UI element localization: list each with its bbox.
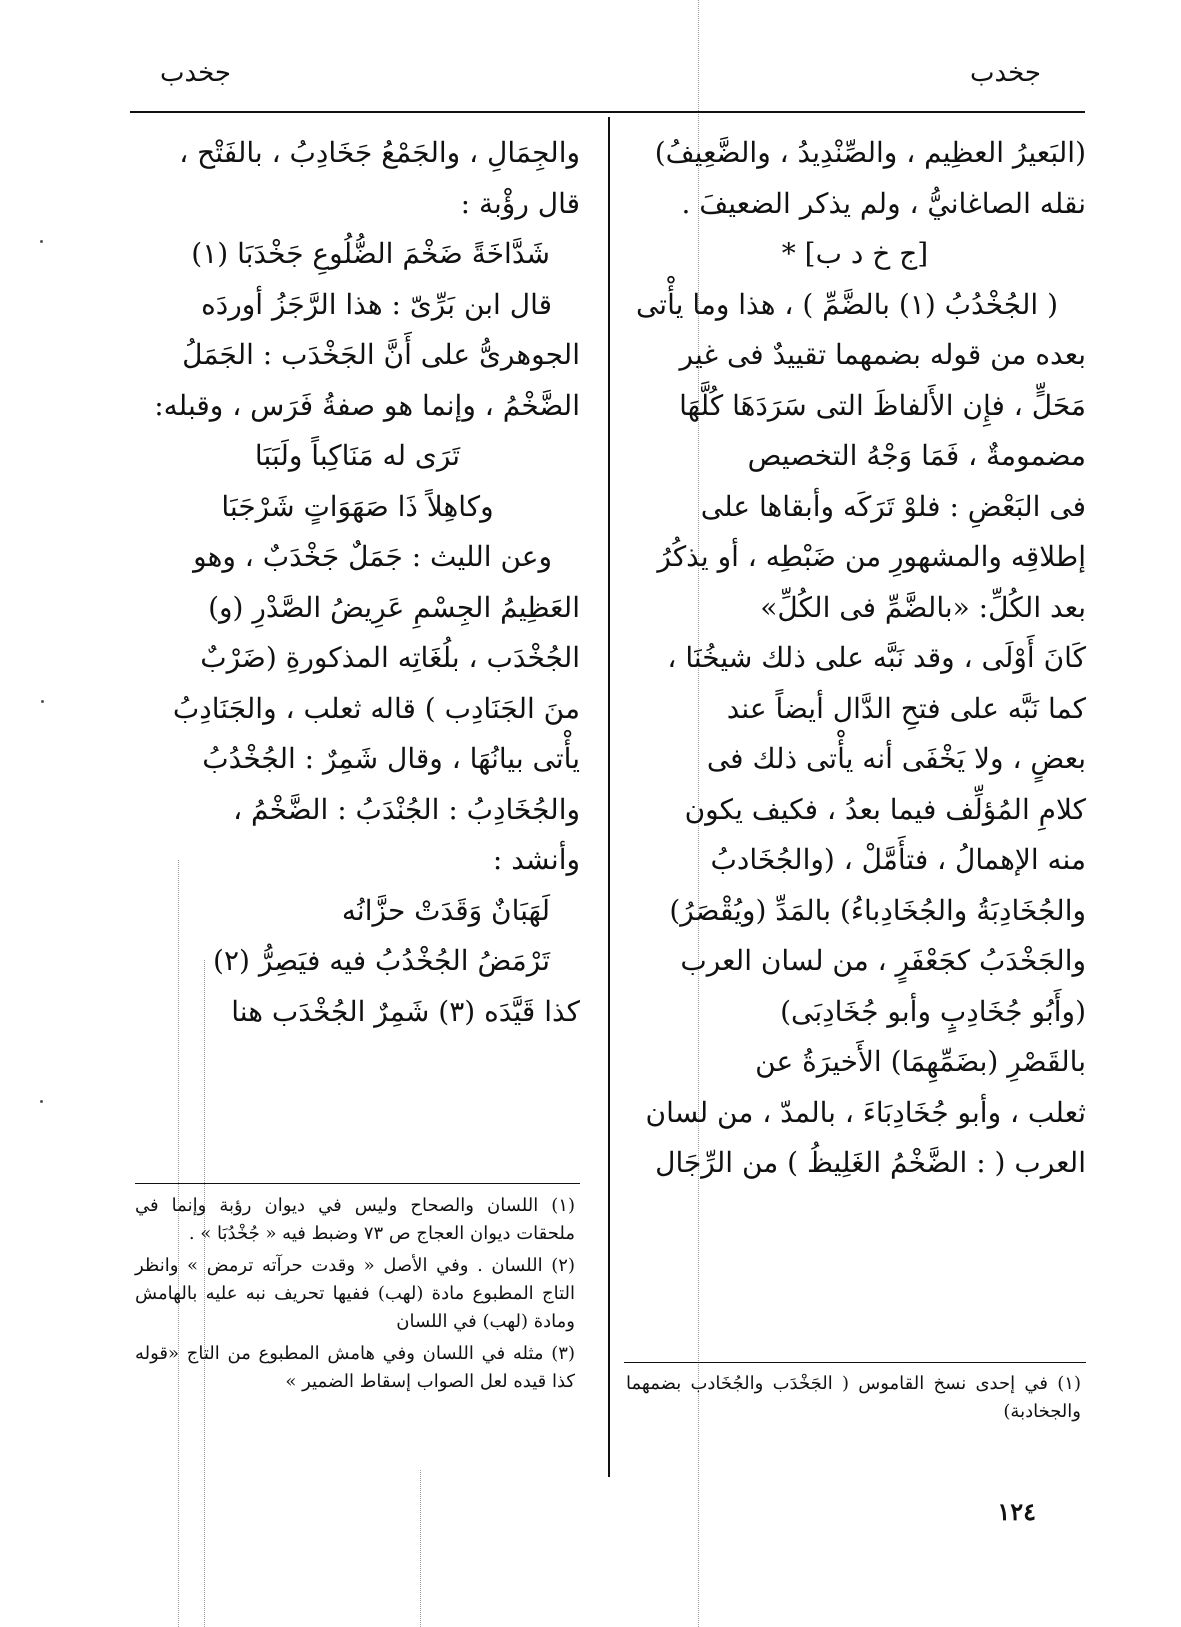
text-line: مضمومةٌ ، فَمَا وَجْهُ التخصيص: [747, 439, 1086, 472]
text-line: الضَّخْمُ ، وإنما هو صفةُ فَرَس ، وقبله:: [154, 388, 580, 422]
page-number: ١٢٤: [997, 1497, 1036, 1526]
text-line: ( الجُخْدُبُ (١) بالضَّمِّ ) ، هذا وما يأْتى: [635, 287, 1058, 321]
footnote-rule-left: [135, 1183, 580, 1184]
text-line: والجُخَادِبَةُ والجُخَادِباءُ) بالمَدِّ (ويُقْصَرُ): [669, 893, 1086, 927]
text-line: العرب ( : الضَّخْمُ الغَلِيظُ ) من الرِّجَال: [655, 1146, 1086, 1179]
text-line: بالقَصْرِ (بضَمِّهِمَا) الأَخيرَةُ عن: [755, 1045, 1086, 1078]
running-head-left: جخدب: [160, 58, 231, 88]
text-line: قال ابن بَرِّىّ : هذا الرَّجَزُ أوردَه: [201, 287, 552, 321]
text-line: العَظِيمُ الجِسْمِ عَرِيضُ الصَّدْرِ (و): [208, 590, 580, 624]
verse-line: وكاهِلاً ذَا صَهَوَاتٍ شَرْجَبَا: [221, 489, 494, 523]
text-line: مَحَلٍّ ، فإِن الأَلفاظَ التى سَرَدَهَا كُلَّهَا: [679, 388, 1086, 422]
text-line: إطلاقِه والمشهورِ من ضَبْطِه ، أو يذكُرُ: [657, 540, 1086, 573]
scan-dotted-line: [420, 1470, 421, 1627]
footnote: (١) في إحدى نسخ القاموس ( الجَخْدَب والجُخَادب بضمهما والجخادبة): [626, 1373, 1081, 1422]
verse-line: تَرَى له مَنَاكِباً ولَبَبَا: [254, 439, 461, 472]
footnote: (١) اللسان والصحاح وليس في ديوان رؤبة وإنما في ملحقات ديوان العجاج ص ٧٣ وضبط فيه « جُخْدُبَا » .: [135, 1195, 575, 1244]
footnote-rule-right: [624, 1362, 1086, 1363]
text-line: بعده من قوله بضمهما تقييدٌ فى غير: [679, 338, 1086, 371]
header-rule: [130, 111, 1085, 113]
text-line: منَ الجَنَادِب ) قاله ثعلب ، والجَنَادِبُ: [172, 691, 580, 725]
text-line: (وأَبُو جُخَادِبٍ وأبو جُخَادِبَى): [780, 994, 1086, 1028]
text-line: نقله الصاغانيُّ ، ولم يذكر الضعيفَ .: [681, 186, 1086, 220]
text-line: قال رؤْبة :: [460, 186, 580, 220]
text-line: بعضٍ ، ولا يَخْفَى أنه يأْتى ذلك فى: [706, 742, 1086, 775]
verse-line: شَدَّاخَةً ضَخْمَ الضُّلُوعِ جَخْدَبَا (١): [191, 237, 550, 270]
footnotes-left: [135, 1192, 575, 1400]
text-line: الجوهرىُّ على أَنَّ الجَخْدَب : الجَمَلُ: [182, 338, 580, 371]
text-line: والجَخْدَبُ كجَعْفَرٍ ، من لسان العرب: [680, 944, 1086, 977]
text-line: يأْتى بيانُهَا ، وقال شَمِرٌ : الجُخْدُبُ: [202, 742, 580, 775]
text-line: والجُخَادِبُ : الجُنْدَبُ : الضَّخْمُ ،: [233, 792, 580, 826]
running-head-right: جخدب: [970, 58, 1041, 88]
text-line: بعد الكُلِّ: «بالضَّمِّ فى الكُلِّ»: [760, 590, 1086, 624]
text-line: كذا قَيَّدَه (٣) شَمِرٌ الجُخْدَب هنا: [231, 994, 580, 1028]
footnote: (٢) اللسان . وفي الأصل « وقدت حرآته ترمض » وانظر التاج المطبوع مادة (لهب) ففيها تحريف نبه عليه بالهامش ومادة (لهب) في اللسان: [135, 1255, 575, 1332]
text-line: كَانَ أَوْلَى ، وقد نَبَّه على ذلك شيخُنَا ،: [667, 641, 1086, 674]
verse-line: تَرْمَضُ الجُخْدُبُ فيه فيَصِرُّ (٢): [213, 944, 550, 977]
text-line: وعن الليث : جَمَلٌ جَخْدَبٌ ، وهو: [193, 540, 552, 573]
left-column: [135, 128, 580, 1037]
text-line: الجُخْدَب ، بلُغَاتِه المذكورةِ (ضَرْبٌ: [200, 641, 580, 674]
text-line: والجِمَالِ ، والجَمْعُ جَخَادِبُ ، بالفَتْح ،: [179, 136, 580, 169]
right-column: [624, 128, 1086, 1189]
text-line: كلامِ المُؤلِّف فيما بعدُ ، فكيف يكون: [684, 792, 1086, 826]
footnote: (٣) مثله في اللسان وفي هامش المطبوع من التاج «قوله كذا قيده لعل الصواب إسقاط الضمير »: [135, 1343, 575, 1392]
text-line: كما نَبَّه على فتحِ الدَّال أيضاً عند: [726, 691, 1086, 725]
scan-speck: [41, 700, 44, 703]
text-line: فى البَعْضِ : فلوْ تَرَكَه وأبقاها على: [700, 489, 1086, 523]
text-line: وأنشد :: [492, 843, 580, 876]
text-line: ثعلب ، وأبو جُخَادِبَاءَ ، بالمدّ ، من لسان: [645, 1095, 1086, 1129]
scan-speck: [40, 240, 43, 243]
scan-speck: [40, 1100, 43, 1103]
entry-heading: [ج خ د ب] *: [781, 237, 929, 270]
verse-line: لَهَبَانٌ وَقَدَتْ حزَّانُه: [341, 893, 550, 927]
footnotes-right: [626, 1370, 1081, 1430]
text-line: (البَعيرُ العظِيم ، والصِّنْدِيدُ ، والضَّعِيفُ): [654, 136, 1086, 169]
text-line: منه الإهمالُ ، فتأَمَّلْ ، (والجُخَادبُ: [710, 843, 1086, 876]
column-divider: [608, 117, 610, 1477]
